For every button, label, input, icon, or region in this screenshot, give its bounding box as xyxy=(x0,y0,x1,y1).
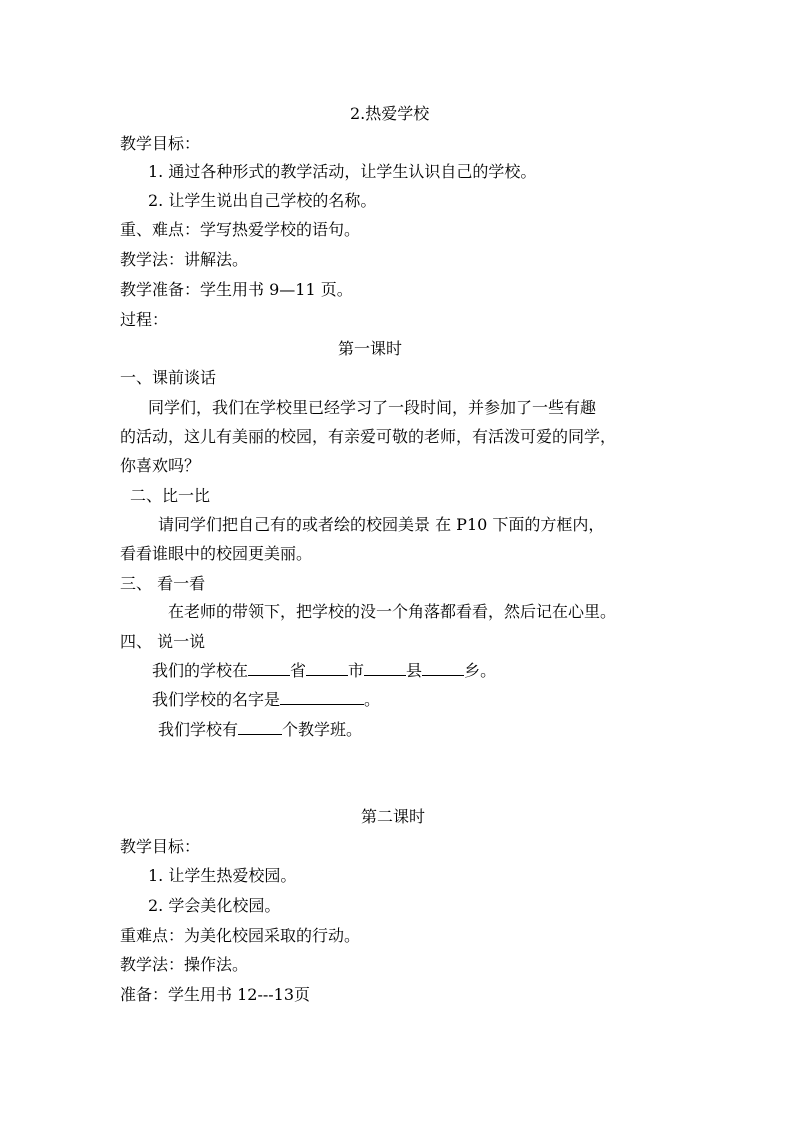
period-2-objectives-heading: 教学目标： xyxy=(120,837,201,856)
fill-1-text-a: 我们的学校在 xyxy=(152,661,249,680)
blank-county xyxy=(364,661,406,676)
fill-1-text-d: 县 xyxy=(406,661,423,680)
fill-3-text-a: 我们学校有 xyxy=(158,720,239,739)
blank-township xyxy=(422,661,464,676)
period-2-heading: 第二课时 xyxy=(361,807,426,826)
period-2-objective-1: 1. 让学生热爱校园。 xyxy=(148,866,297,885)
objectives-heading: 教学目标： xyxy=(120,134,201,153)
section-4-title: 四、 说一说 xyxy=(120,632,206,651)
section-2-paragraph-line-2: 看看谁眼中的校园更美丽。 xyxy=(120,544,313,563)
period-2-key-points: 重难点：为美化校园采取的行动。 xyxy=(120,926,361,945)
section-1-paragraph-line-2: 的活动，这儿有美丽的校园，有亲爱可敬的老师，有活泼可爱的同学， xyxy=(120,427,617,446)
objective-2: 2. 让学生说出自己学校的名称。 xyxy=(148,191,377,210)
section-1-paragraph-line-3: 你喜欢吗？ xyxy=(120,456,201,475)
fill-3-text-b: 个教学班。 xyxy=(282,720,363,739)
section-3-title: 三、 看一看 xyxy=(120,574,206,593)
period-1-heading: 第一课时 xyxy=(338,339,403,358)
objective-1: 1. 通过各种形式的教学活动，让学生认识自己的学校。 xyxy=(148,162,537,181)
fill-in-location-sentence xyxy=(152,661,496,681)
fill-in-class-count-sentence xyxy=(158,720,362,740)
section-2-title: 二、比一比 xyxy=(130,486,211,505)
blank-city xyxy=(306,661,348,676)
section-3-paragraph: 在老师的带领下，把学校的没一个角落都看看，然后记在心里。 xyxy=(168,602,617,621)
fill-in-school-name-sentence xyxy=(152,690,380,710)
process-heading: 过程： xyxy=(120,310,169,329)
fill-1-text-c: 市 xyxy=(348,661,365,680)
fill-1-text-e: 乡。 xyxy=(464,661,497,680)
section-1-title: 一、课前谈话 xyxy=(120,368,217,387)
lesson-title: 2.热爱学校 xyxy=(350,104,430,123)
fill-1-text-b: 省 xyxy=(290,661,307,680)
teaching-method: 教学法：讲解法。 xyxy=(120,250,249,269)
section-2-paragraph-line-1: 请同学们把自己有的或者绘的校园美景 在 P10 下面的方框内， xyxy=(158,515,605,534)
period-2-preparation: 准备：学生用书 12---13页 xyxy=(120,985,311,1004)
fill-2-text-a: 我们学校的名字是 xyxy=(152,690,281,709)
blank-class-count xyxy=(238,720,282,735)
fill-2-text-b: 。 xyxy=(364,690,381,709)
blank-province xyxy=(248,661,290,676)
period-2-objective-2: 2. 学会美化校园。 xyxy=(148,896,281,915)
blank-school-name xyxy=(280,690,364,705)
period-2-method: 教学法：操作法。 xyxy=(120,955,249,974)
teaching-preparation: 教学准备：学生用书 9—11 页。 xyxy=(120,280,353,299)
key-points: 重、难点：学写热爱学校的语句。 xyxy=(120,220,361,239)
section-1-paragraph-line-1: 同学们，我们在学校里已经学习了一段时间，并参加了一些有趣 xyxy=(148,398,597,417)
